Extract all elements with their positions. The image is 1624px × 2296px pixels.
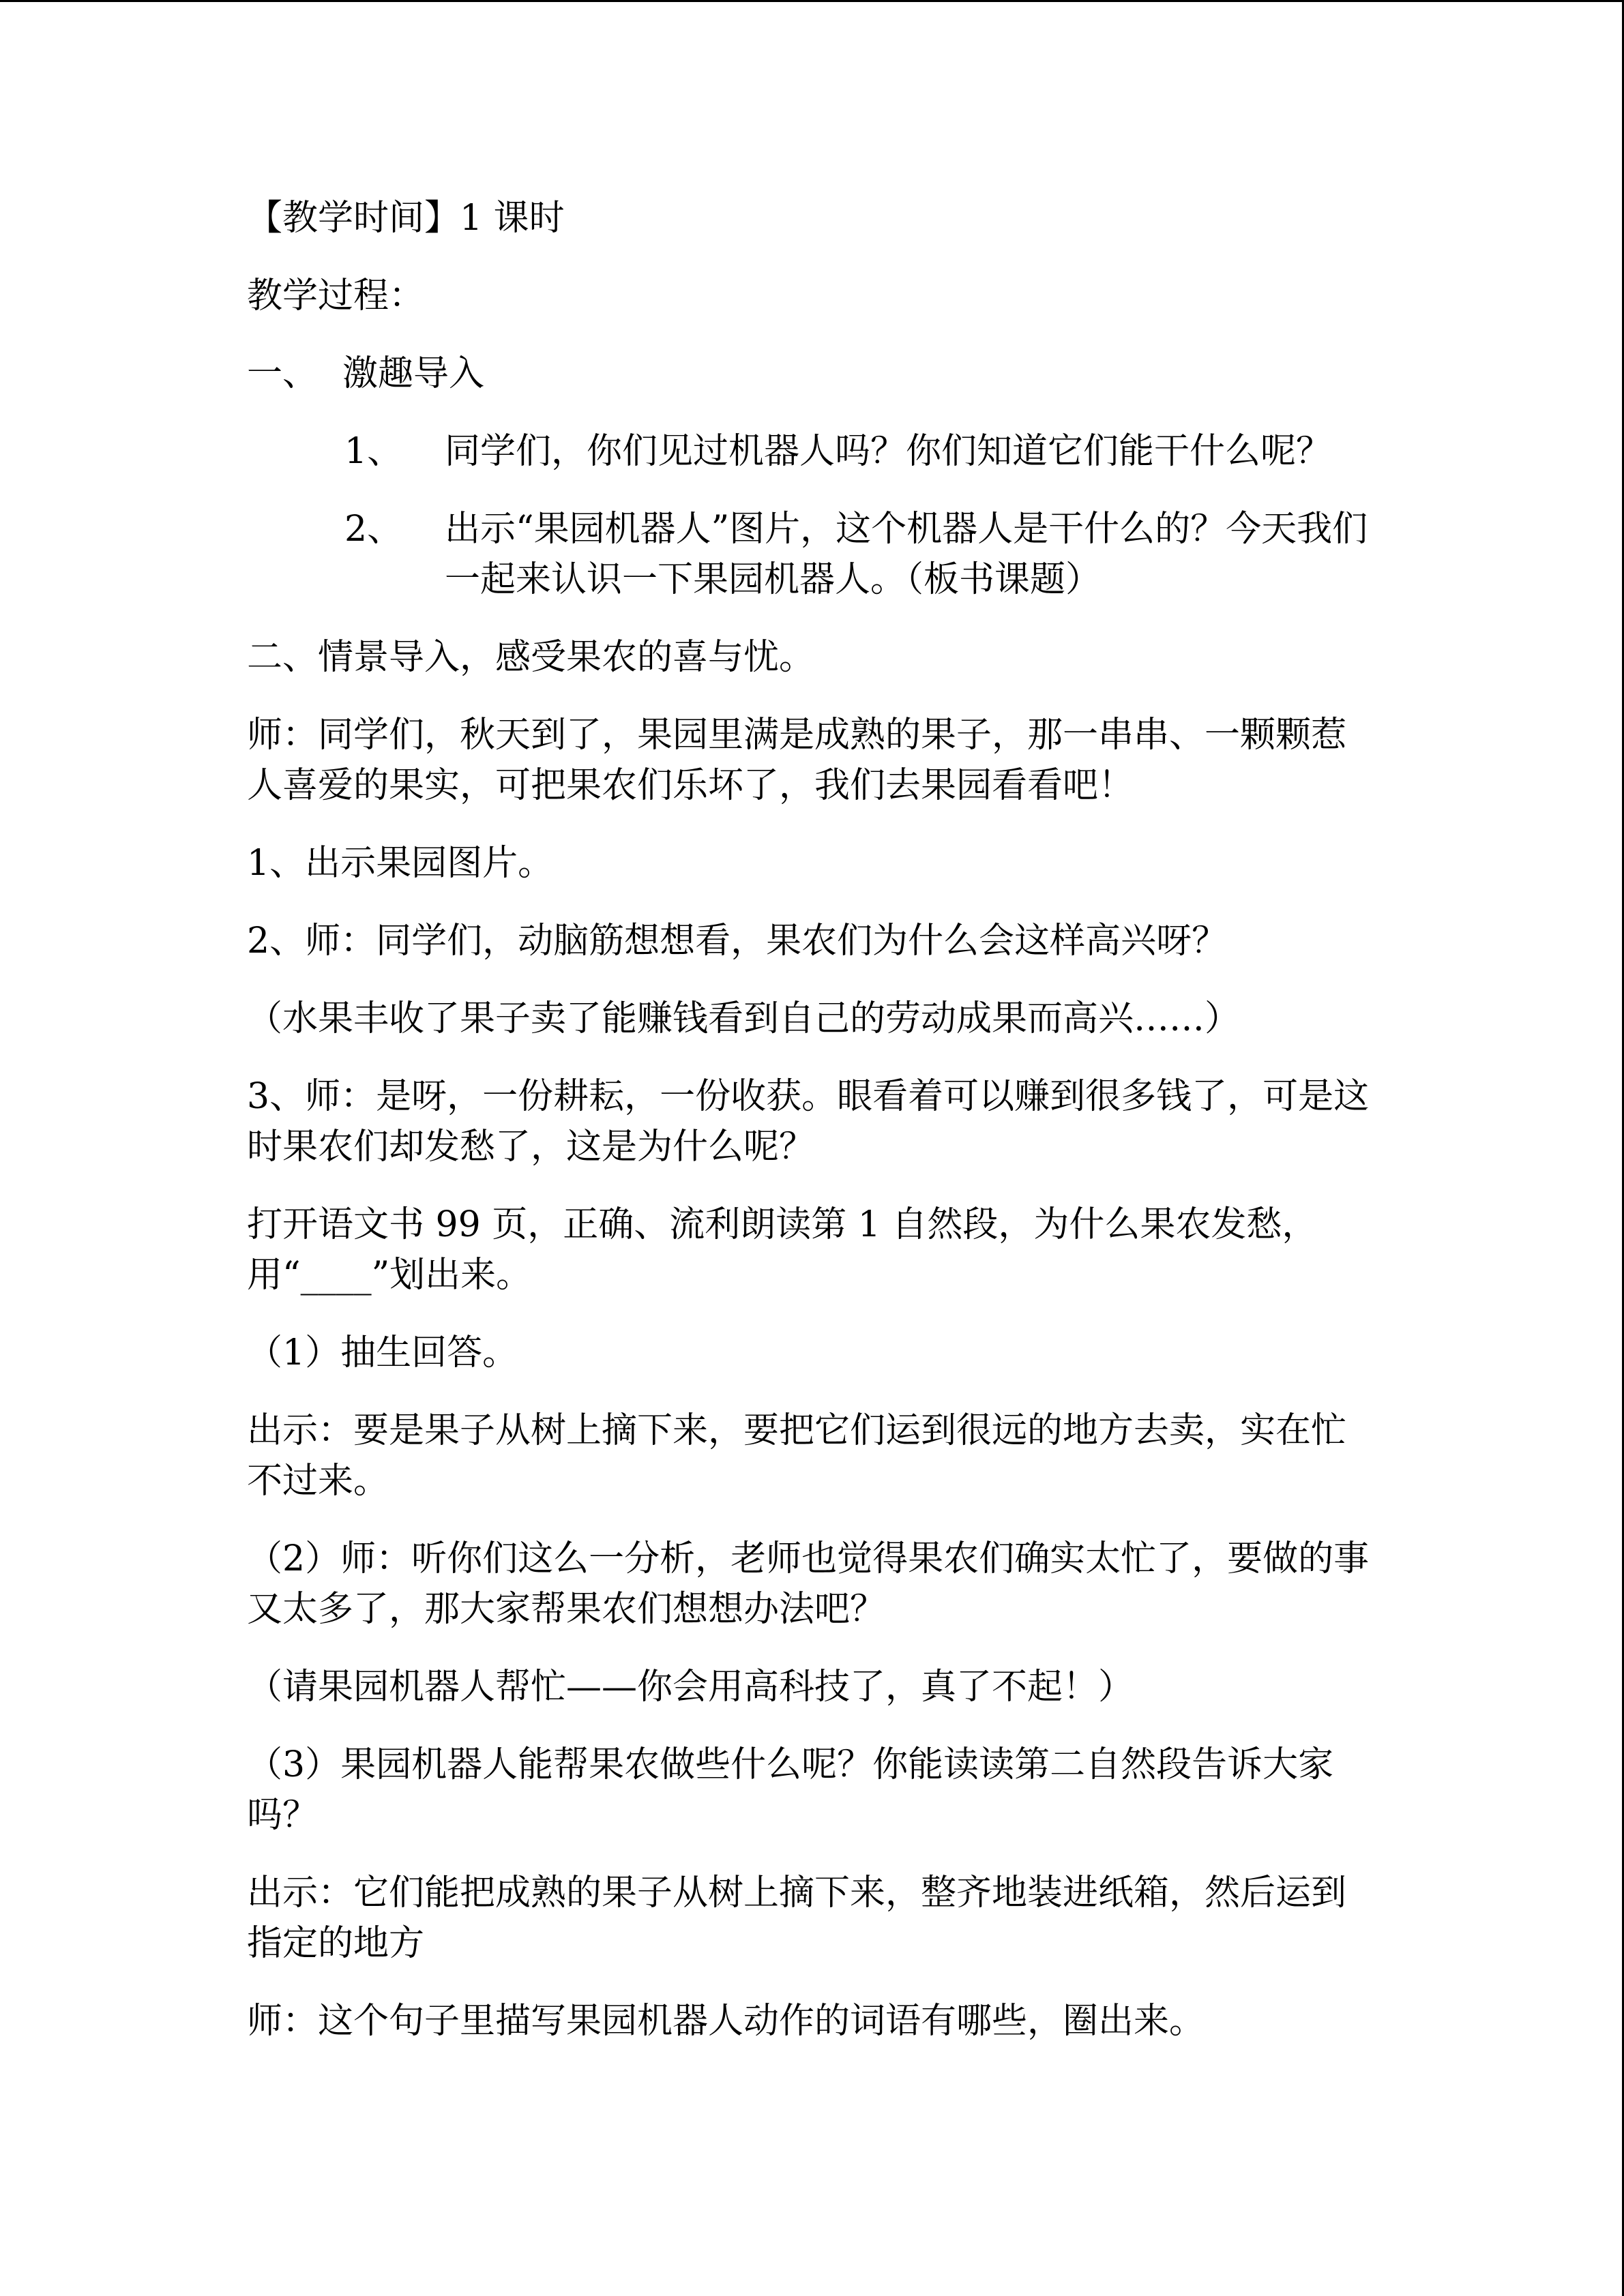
document-body bbox=[247, 193, 1379, 2074]
sub-step-3: （3）果园机器人能帮果农做些什么呢？你能读读第二自然段告诉大家吗？ bbox=[247, 1744, 1334, 1836]
step-1: 1、出示果园图片。 bbox=[247, 843, 554, 884]
show-1: 出示：要是果子从树上摘下来，要把它们运到很远的地方去卖，实在忙不过来。 bbox=[247, 1410, 1347, 1502]
list-item-2 bbox=[247, 504, 1379, 605]
sub-step-2: （2）师：听你们这么一分析，老师也觉得果农们确实太忙了，要做的事又太多了，那大家帮果农们想想办法吧？ bbox=[247, 1538, 1370, 1630]
sub-step-1: （1）抽生回答。 bbox=[247, 1332, 518, 1373]
show-2: 出示：它们能把成熟的果子从树上摘下来，整齐地装进纸箱，然后运到指定的地方 bbox=[247, 1873, 1347, 1964]
list-item-1-number: 1、 bbox=[344, 431, 403, 472]
step-3: 3、师：是呀，一份耕耘，一份收获。眼看着可以赚到很多钱了，可是这时果农们却发愁了，这是为什么呢？ bbox=[247, 1076, 1370, 1167]
section1-number: 一、 bbox=[247, 353, 319, 394]
step-2: 2、师：同学们，动脑筋想想看，果农们为什么会这样高兴呀？ bbox=[247, 921, 1228, 961]
read-instruction: 打开语文书 99 页，正确、流利朗读第 1 自然段，为什么果农发愁，用“____”划出来。 bbox=[247, 1204, 1318, 1296]
page-border-top bbox=[0, 0, 1624, 2]
section1-heading bbox=[247, 348, 1379, 399]
list-item-2-text: 出示“果园机器人”图片，这个机器人是干什么的？今天我们一起来认识一下果园机器人。（板书课题） bbox=[445, 509, 1368, 600]
section2-heading: 二、情景导入，感受果农的喜与忧。 bbox=[247, 637, 815, 678]
list-item-1 bbox=[247, 426, 1379, 477]
teacher-intro: 师：同学们，秋天到了，果园里满是成熟的果子，那一串串、一颗颗惹人喜爱的果实，可把果农们乐坏了，我们去果园看看吧！ bbox=[247, 715, 1347, 806]
list-item-1-text: 同学们，你们见过机器人吗？你们知道它们能干什么呢？ bbox=[445, 431, 1332, 472]
teacher-last: 师：这个句子里描写果园机器人动作的词语有哪些，圈出来。 bbox=[247, 2001, 1205, 2042]
answer-1: （水果丰收了果子卖了能赚钱看到自己的劳动成果而高兴……） bbox=[247, 998, 1241, 1039]
process-title: 教学过程： bbox=[247, 275, 425, 316]
teaching-time: 【教学时间】1 课时 bbox=[247, 198, 565, 239]
section1-title: 激趣导入 bbox=[342, 353, 485, 394]
list-item-2-number: 2、 bbox=[344, 509, 403, 550]
answer-2: （请果园机器人帮忙——你会用高科技了，真了不起！） bbox=[247, 1667, 1134, 1708]
